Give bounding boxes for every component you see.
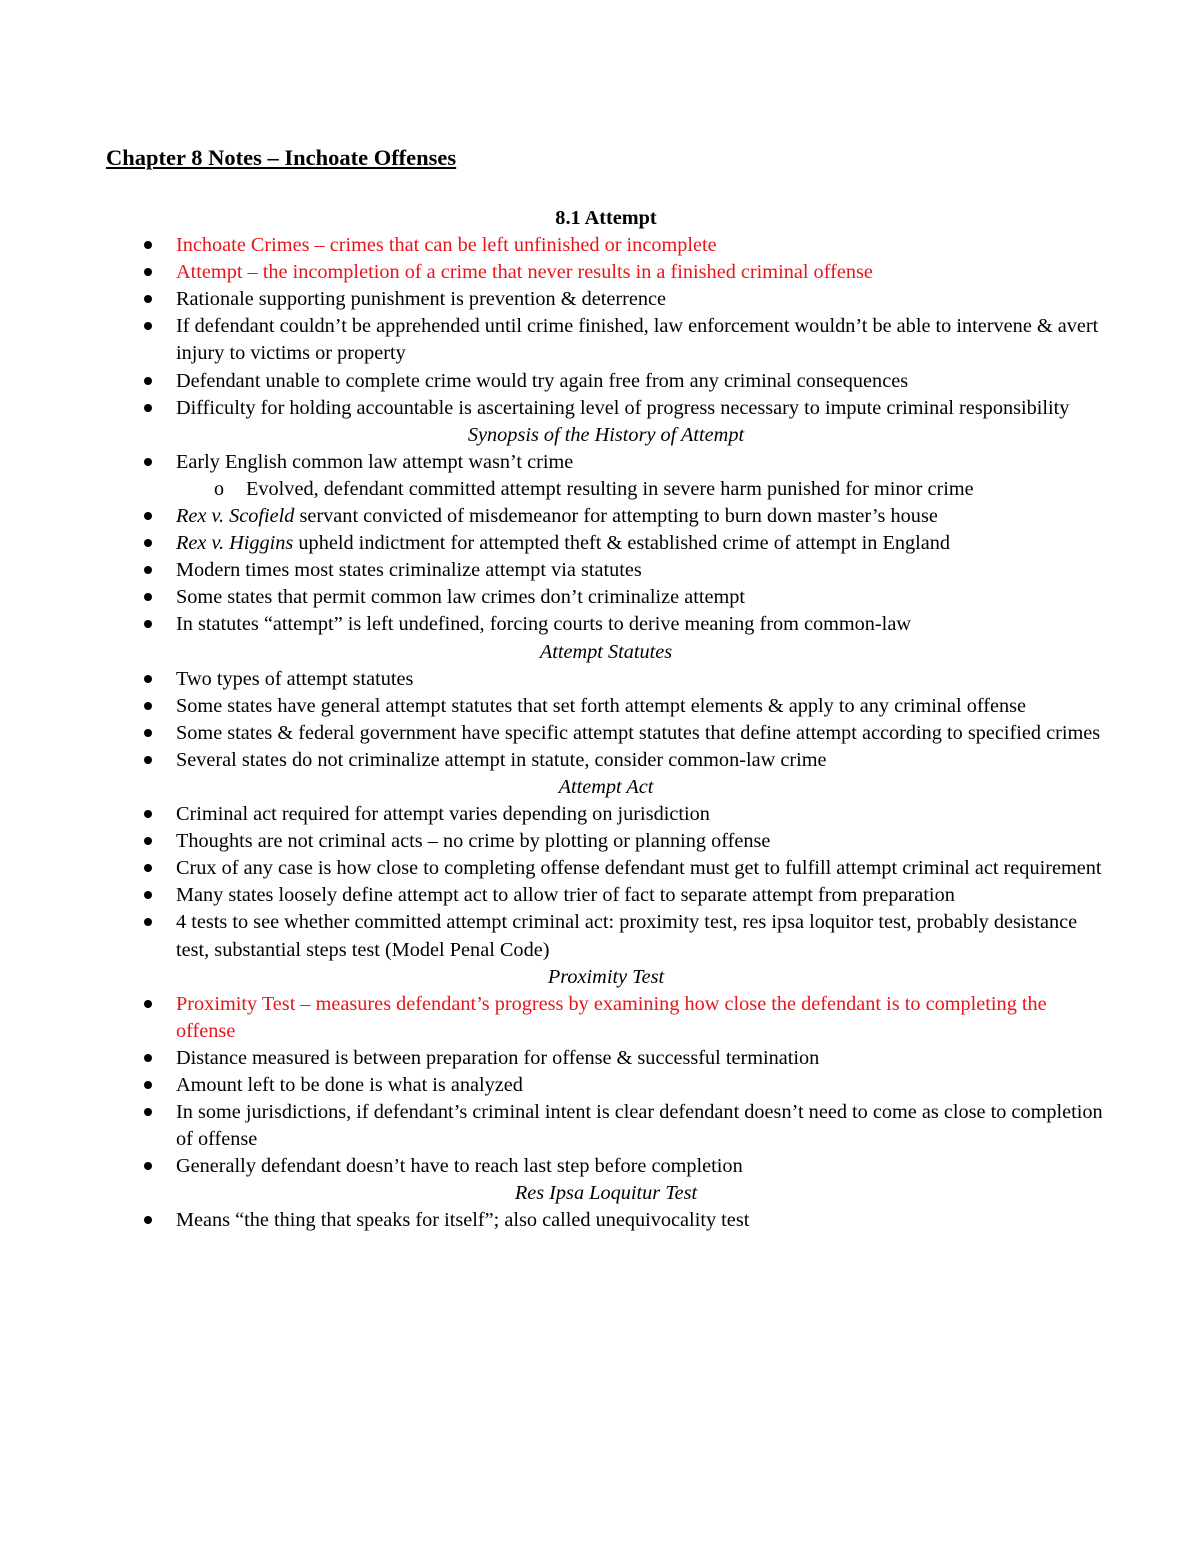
bullet-icon <box>144 756 152 764</box>
list-item: If defendant couldn’t be apprehended until crime finished, law enforcement wouldn’t be able to intervene & avert injury to victims or property <box>106 313 1106 367</box>
list-item: Rationale supporting punishment is prevention & deterrence <box>106 286 1106 313</box>
list-item: Criminal act required for attempt varies depending on jurisdiction <box>106 801 1106 828</box>
list-item: In some jurisdictions, if defendant’s criminal intent is clear defendant doesn’t need to come as close to completion of offense <box>106 1099 1106 1153</box>
section-heading: Proximity Test <box>547 965 665 988</box>
bullet-icon <box>144 512 152 520</box>
bullet-icon <box>144 458 152 466</box>
bullet-icon <box>144 322 152 330</box>
list-item: Difficulty for holding accountable is ascertaining level of progress necessary to impute criminal responsibility <box>106 395 1106 422</box>
list-item: Rex v. Higgins upheld indictment for attempted theft & established crime of attempt in England <box>106 530 1106 557</box>
bullet-icon <box>144 891 152 899</box>
case-name: Rex v. Scofield <box>176 505 295 528</box>
bullet-icon <box>144 864 152 872</box>
list-item: Early English common law attempt wasn’t crime <box>106 449 1106 476</box>
bullet-icon <box>144 675 152 683</box>
bullet-icon <box>144 837 152 845</box>
bullet-icon <box>144 1000 152 1008</box>
section-heading: Attempt Statutes <box>539 640 673 663</box>
section-heading: Res Ipsa Loquitur Test <box>514 1182 698 1205</box>
bullet-icon <box>144 1081 152 1089</box>
hollow-bullet-icon: o <box>214 477 224 500</box>
bullet-icon <box>144 810 152 818</box>
bullet-icon <box>144 620 152 628</box>
list-item: Some states that permit common law crimes don’t criminalize attempt <box>106 584 1106 611</box>
bullet-icon <box>144 593 152 601</box>
notes-body <box>106 205 1106 1235</box>
section-heading: Synopsis of the History of Attempt <box>467 423 745 446</box>
sub-list-item: o Evolved, defendant committed attempt resulting in severe harm punished for minor crime <box>106 476 1106 503</box>
list-item: Rex v. Scofield servant convicted of misdemeanor for attempting to burn down master’s house <box>106 503 1106 530</box>
bullet-icon <box>144 241 152 249</box>
bullet-icon <box>144 729 152 737</box>
bullet-icon <box>144 377 152 385</box>
document-title: Chapter 8 Notes – Inchoate Offenses <box>106 145 457 170</box>
list-item: Means “the thing that speaks for itself”; also called unequivocality test <box>106 1207 1106 1234</box>
bullet-icon <box>144 1162 152 1170</box>
list-item: Defendant unable to complete crime would try again free from any criminal consequences <box>106 368 1106 395</box>
bullet-icon <box>144 539 152 547</box>
list-item: Two types of attempt statutes <box>106 666 1106 693</box>
section-heading: Attempt Act <box>558 775 654 798</box>
list-item: Crux of any case is how close to completing offense defendant must get to fulfill attempt criminal act requirement <box>106 855 1106 882</box>
list-item: Proximity Test – measures defendant’s progress by examining how close the defendant is to completing the offense <box>106 991 1106 1045</box>
bullet-icon <box>144 295 152 303</box>
list-item: Some states have general attempt statutes that set forth attempt elements & apply to any criminal offense <box>106 693 1106 720</box>
list-item: Amount left to be done is what is analyzed <box>106 1072 1106 1099</box>
list-item: Generally defendant doesn’t have to reach last step before completion <box>106 1153 1106 1180</box>
section-heading: 8.1 Attempt <box>555 207 657 229</box>
bullet-icon <box>144 918 152 926</box>
bullet-icon <box>144 702 152 710</box>
bullet-icon <box>144 404 152 412</box>
bullet-icon <box>144 1054 152 1062</box>
bullet-icon <box>144 268 152 276</box>
bullet-icon <box>144 1108 152 1116</box>
case-name: Rex v. Higgins <box>176 532 294 555</box>
list-item: 4 tests to see whether committed attempt criminal act: proximity test, res ipsa loquitor test, probably desistance test, substantial steps test (Model Penal Code) <box>106 909 1106 963</box>
list-item: Attempt – the incompletion of a crime that never results in a finished criminal offense <box>106 259 1106 286</box>
list-item: Inchoate Crimes – crimes that can be left unfinished or incomplete <box>106 232 1106 259</box>
list-item: Distance measured is between preparation for offense & successful termination <box>106 1045 1106 1072</box>
list-item: Several states do not criminalize attempt in statute, consider common-law crime <box>106 747 1106 774</box>
list-item: Many states loosely define attempt act to allow trier of fact to separate attempt from preparation <box>106 882 1106 909</box>
bullet-icon <box>144 1216 152 1224</box>
list-item: In statutes “attempt” is left undefined, forcing courts to derive meaning from common-law <box>106 611 1106 638</box>
list-item: Thoughts are not criminal acts – no crime by plotting or planning offense <box>106 828 1106 855</box>
list-item: Some states & federal government have specific attempt statutes that define attempt according to specified crimes <box>106 720 1106 747</box>
bullet-icon <box>144 566 152 574</box>
list-item: Modern times most states criminalize attempt via statutes <box>106 557 1106 584</box>
